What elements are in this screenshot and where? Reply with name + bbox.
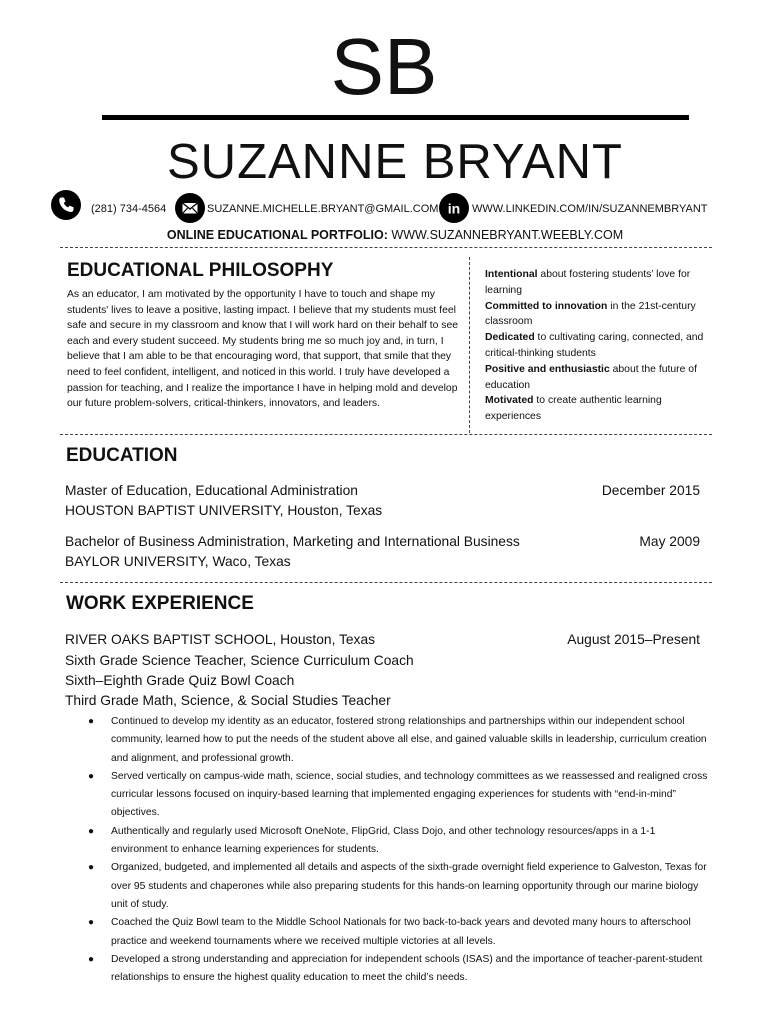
phone-icon [51, 190, 81, 220]
education-school: HOUSTON BAPTIST UNIVERSITY, Houston, Texas [65, 503, 383, 518]
education-date: May 2009 [639, 534, 700, 549]
education-degree: Master of Education, Educational Administration [65, 483, 358, 498]
values-list [485, 267, 713, 425]
list-item: ● Authentically and regularly used Microsoft OneNote, FlipGrid, Class Dojo, and other technology resources/apps in a 1-1 environment to enhance learning experiences for students. [88, 823, 708, 860]
phone-number[interactable]: (281) 734-4564 [91, 203, 167, 215]
linkedin-url[interactable]: WWW.LINKEDIN.COM/IN/SUZANNEMBRYANT [472, 203, 708, 215]
work-bullets [88, 713, 708, 987]
value-item: Dedicated to cultivating caring, connected, and critical-thinking students [485, 332, 704, 359]
job-role: Sixth–Eighth Grade Quiz Bowl Coach [65, 673, 295, 688]
list-item: ● Served vertically on campus-wide math, science, social studies, and technology committees as we reassessed and realigned cross curricular lessons focused on inquiry-based learning that implemented engaging experiences for students with “end-in-mind” objectives. [88, 768, 708, 823]
candidate-name: SUZANNE BRYANT [167, 135, 623, 189]
portfolio-line [0, 227, 768, 243]
email-address[interactable]: SUZANNE.MICHELLE.BRYANT@GMAIL.COM [207, 203, 439, 215]
value-item: Committed to innovation in the 21st-century classroom [485, 300, 696, 328]
job-role: Sixth Grade Science Teacher, Science Curriculum Coach [65, 653, 414, 668]
bullet-icon: ● [88, 953, 95, 965]
bullet-icon: ● [88, 862, 95, 874]
divider [60, 434, 712, 435]
monogram: SB [330, 22, 438, 111]
education-date: December 2015 [601, 483, 700, 498]
bullet-icon: ● [88, 917, 95, 929]
value-item: Intentional about fostering students’ love for learning [485, 269, 691, 296]
envelope-icon [175, 193, 205, 223]
list-item: ● Continued to develop my identity as an educator, fostered strong relationships and partnerships within our independent school community, learned how to put the needs of the student above all else, and gained valuable skills in leadership, curriculum creation and alignment, and professional growth. [88, 713, 708, 768]
portfolio-label: ONLINE EDUCATIONAL PORTFOLIO: [166, 228, 388, 242]
philosophy-title: EDUCATIONAL PHILOSOPHY [67, 260, 334, 281]
job-role: Third Grade Math, Science, & Social Studies Teacher [65, 693, 391, 708]
list-item: ● Developed a strong understanding and appreciation for independent schools (ISAS) and the importance of teacher-parent-student relationships to ensure the highest quality education to meet the child’s needs. [88, 951, 708, 988]
divider [60, 582, 712, 583]
education-title: EDUCATION [66, 445, 178, 466]
svg-text:in: in [447, 200, 461, 217]
list-item: ● Coached the Quiz Bowl team to the Middle School Nationals for two back-to-back years and devoted many hours to afterschool practice and weekend tournaments where we received multiple victories at all levels. [88, 914, 708, 951]
work-date: August 2015–Present [567, 632, 700, 647]
bullet-icon: ● [88, 716, 95, 727]
bullet-icon: ● [88, 770, 95, 782]
header-rule [102, 115, 689, 120]
portfolio-url[interactable]: WWW.SUZANNEBRYANT.WEEBLY.COM [391, 228, 624, 242]
vertical-divider [469, 257, 470, 433]
bullet-icon: ● [88, 825, 95, 837]
divider [60, 247, 712, 248]
work-title: WORK EXPERIENCE [66, 593, 254, 614]
philosophy-text: As an educator, I am motivated by the opportunity I have to touch and shape my students' lives to leave a positive, lasting impact. I believe that my students must feel safe and secure in my classroom and know that I will work hard on their behalf to see each and every student succeed. My students bring me so much joy and, in turn, I believe that I am able to be that encouraging word, that support, that smile that they need to feel confident, intelligent, and noticed in this world. I truly have developed a passion for teaching, and I realize the importance I have in helping mold and develop our future problem-solvers, critical-thinkers, innovators, and leaders. [67, 289, 458, 410]
education-degree: Bachelor of Business Administration, Marketing and International Business [65, 534, 520, 549]
education-school: BAYLOR UNIVERSITY, Waco, Texas [65, 554, 291, 569]
linkedin-icon [439, 193, 469, 223]
list-item: ● Organized, budgeted, and implemented all details and aspects of the sixth-grade overnight field experience to Galveston, Texas for over 95 students and chaperones while also preparing students for this hands-on learning opportunity through our marine biology unit of study. [88, 859, 708, 914]
value-item: Positive and enthusiastic about the future of education [485, 363, 697, 391]
value-item: Motivated to create authentic learning experiences [485, 395, 662, 423]
employer: RIVER OAKS BAPTIST SCHOOL, Houston, Texas [65, 632, 376, 647]
